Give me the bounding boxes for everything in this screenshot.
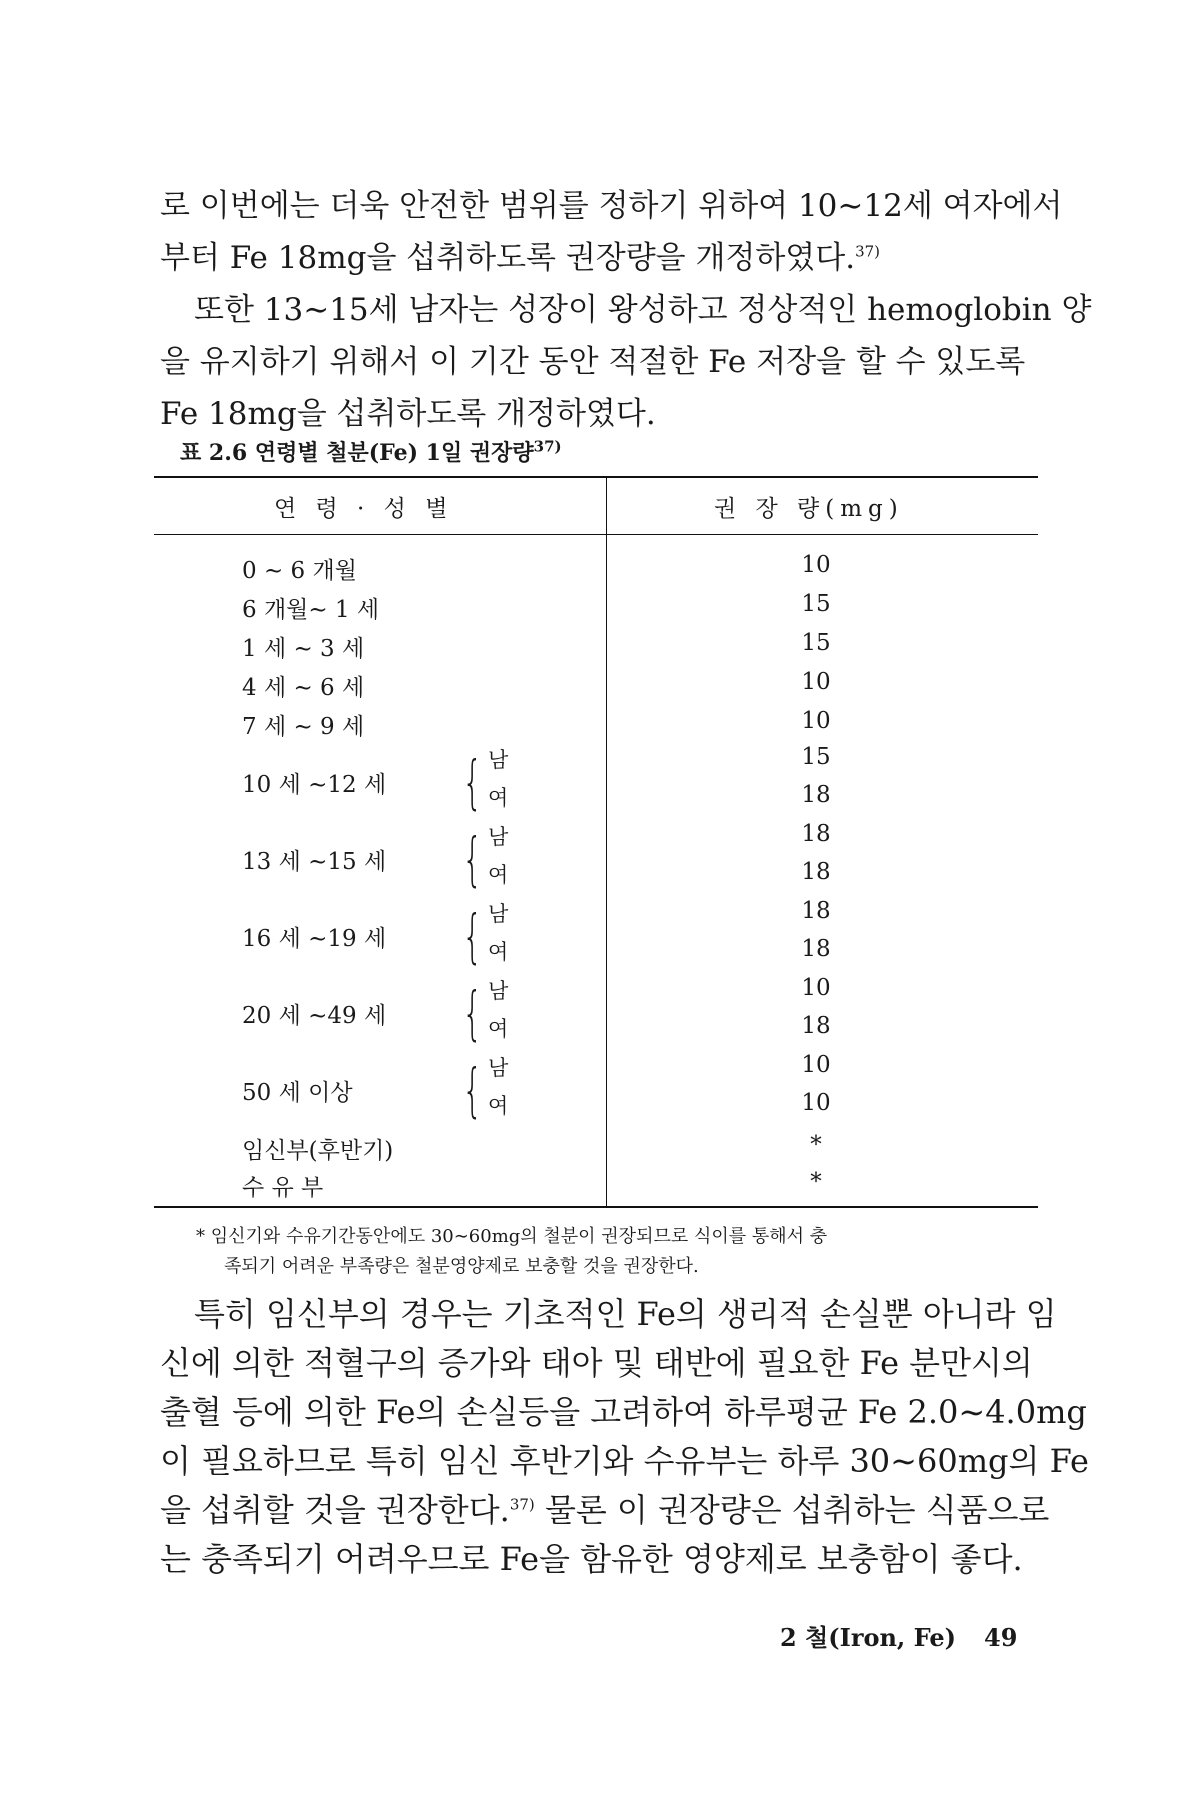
column-header-age-sex: 연 령 · 성 별 bbox=[274, 496, 454, 522]
table-row bbox=[154, 975, 1038, 1051]
text-line: Fe 18mg을 섭취하도록 개정하였다. bbox=[160, 396, 656, 432]
sex-female-label: 여 bbox=[488, 786, 509, 810]
page-footer bbox=[780, 1618, 1017, 1653]
table-row bbox=[154, 1052, 1038, 1128]
table-caption: 표 2.6 연령별 철분(Fe) 1일 권장량$^{37)}$ bbox=[180, 437, 562, 466]
reference-mark: 37) bbox=[855, 242, 881, 261]
sex-male-label: 남 bbox=[488, 748, 509, 772]
value-cell: 18 bbox=[801, 1013, 831, 1039]
value-cell: 10 bbox=[801, 975, 831, 1001]
value-cell: 18 bbox=[801, 821, 831, 847]
age-cell: 1 세 ∼ 3 세 bbox=[242, 636, 365, 662]
value-cell: 15 bbox=[801, 591, 831, 617]
table-row bbox=[154, 704, 1038, 742]
value-cell: 10 bbox=[801, 669, 831, 695]
age-cell: 6 개월∼ 1 세 bbox=[242, 597, 380, 623]
value-cell: 15 bbox=[801, 630, 831, 656]
age-cell: 0 ∼ 6 개월 bbox=[242, 558, 357, 584]
table-row bbox=[154, 821, 1038, 897]
brace-icon: { bbox=[462, 825, 483, 893]
running-title: 2 철(Iron, Fe) bbox=[780, 1623, 956, 1652]
value-cell: 10 bbox=[801, 1052, 831, 1078]
value-cell: * bbox=[810, 1132, 822, 1158]
brace-icon: { bbox=[462, 979, 483, 1047]
age-cell: 20 세 ∼49 세 bbox=[242, 1003, 387, 1029]
sex-female-label: 여 bbox=[488, 1017, 509, 1041]
age-cell: 4 세 ∼ 6 세 bbox=[242, 675, 365, 701]
sex-female-label: 여 bbox=[488, 940, 509, 964]
table-row bbox=[154, 626, 1038, 664]
value-cell: 10 bbox=[801, 552, 831, 578]
reference-mark: 37) bbox=[509, 1495, 535, 1514]
text-line: 또한 13∼15세 남자는 성장이 왕성하고 정상적인 hemoglobin 양 bbox=[194, 292, 1092, 328]
age-cell: 50 세 이상 bbox=[242, 1080, 353, 1106]
paragraph-pregnancy bbox=[160, 1290, 1089, 1584]
value-cell: 18 bbox=[801, 898, 831, 924]
text-line: 로 이번에는 더욱 안전한 범위를 정하기 위하여 10∼12세 여자에서 bbox=[160, 188, 1063, 224]
table-row bbox=[154, 587, 1038, 625]
text-line: 부터 Fe 18mg을 섭취하도록 권장량을 개정하였다.$^{37)}$ bbox=[160, 240, 881, 276]
table-row bbox=[154, 1128, 1038, 1166]
table-header-rule bbox=[154, 534, 1038, 535]
value-cell: 15 bbox=[801, 744, 831, 770]
age-cell: 13 세 ∼15 세 bbox=[242, 849, 387, 875]
age-cell: 임신부(후반기) bbox=[242, 1138, 394, 1164]
table-row bbox=[154, 665, 1038, 703]
value-cell: 18 bbox=[801, 859, 831, 885]
table-row bbox=[154, 1165, 1038, 1203]
brace-icon: { bbox=[462, 902, 483, 970]
text-line: 을 섭취할 것을 권장한다.$^{37)}$ 물론 이 권장량은 섭취하는 식품으로 bbox=[160, 1491, 1050, 1529]
value-cell: 10 bbox=[801, 708, 831, 734]
sex-male-label: 남 bbox=[488, 979, 509, 1003]
age-cell: 16 세 ∼19 세 bbox=[242, 926, 387, 952]
table-footnote: * 임신기와 수유기간동안에도 30∼60mg의 철분이 권장되므로 식이를 통해서 충 족되기 어려운 부족량은 철분영양제로 보충할 것을 권장한다. bbox=[196, 1226, 828, 1277]
table-top-rule bbox=[154, 476, 1038, 478]
text-line: 신에 의한 적혈구의 증가와 태아 및 태반에 필요한 Fe 분만시의 bbox=[160, 1344, 1033, 1382]
text-line: 특히 임신부의 경우는 기초적인 Fe의 생리적 손실뿐 아니라 임 bbox=[194, 1295, 1057, 1333]
value-cell: 18 bbox=[801, 936, 831, 962]
sex-male-label: 남 bbox=[488, 1056, 509, 1080]
text-line: 이 필요하므로 특히 임신 후반기와 수유부는 하루 30∼60mg의 Fe bbox=[160, 1442, 1089, 1480]
value-cell: * bbox=[810, 1169, 822, 1195]
value-cell: 18 bbox=[801, 782, 831, 808]
sex-male-label: 남 bbox=[488, 825, 509, 849]
brace-icon: { bbox=[462, 748, 483, 816]
sex-female-label: 여 bbox=[488, 863, 509, 887]
page-number: 49 bbox=[984, 1623, 1018, 1652]
table-row bbox=[154, 744, 1038, 820]
text-line: 는 충족되기 어려우므로 Fe을 함유한 영양제로 보충함이 좋다. bbox=[160, 1540, 1023, 1578]
age-cell: 7 세 ∼ 9 세 bbox=[242, 714, 365, 740]
iron-recommendation-table bbox=[154, 476, 1038, 1208]
sex-female-label: 여 bbox=[488, 1094, 509, 1118]
table-bottom-rule bbox=[154, 1206, 1038, 1208]
age-cell: 수 유 부 bbox=[242, 1175, 324, 1201]
text-line: 출혈 등에 의한 Fe의 손실등을 고려하여 하루평균 Fe 2.0∼4.0mg bbox=[160, 1393, 1087, 1431]
table-row bbox=[154, 548, 1038, 586]
sex-male-label: 남 bbox=[488, 902, 509, 926]
paragraph-intro bbox=[160, 180, 1092, 440]
column-header-amount: 권 장 량(mg) bbox=[714, 496, 904, 522]
value-cell: 10 bbox=[801, 1090, 831, 1116]
text-line: 을 유지하기 위해서 이 기간 동안 적절한 Fe 저장을 할 수 있도록 bbox=[160, 344, 1026, 380]
table-row bbox=[154, 898, 1038, 974]
brace-icon: { bbox=[462, 1056, 483, 1124]
age-cell: 10 세 ∼12 세 bbox=[242, 772, 387, 798]
